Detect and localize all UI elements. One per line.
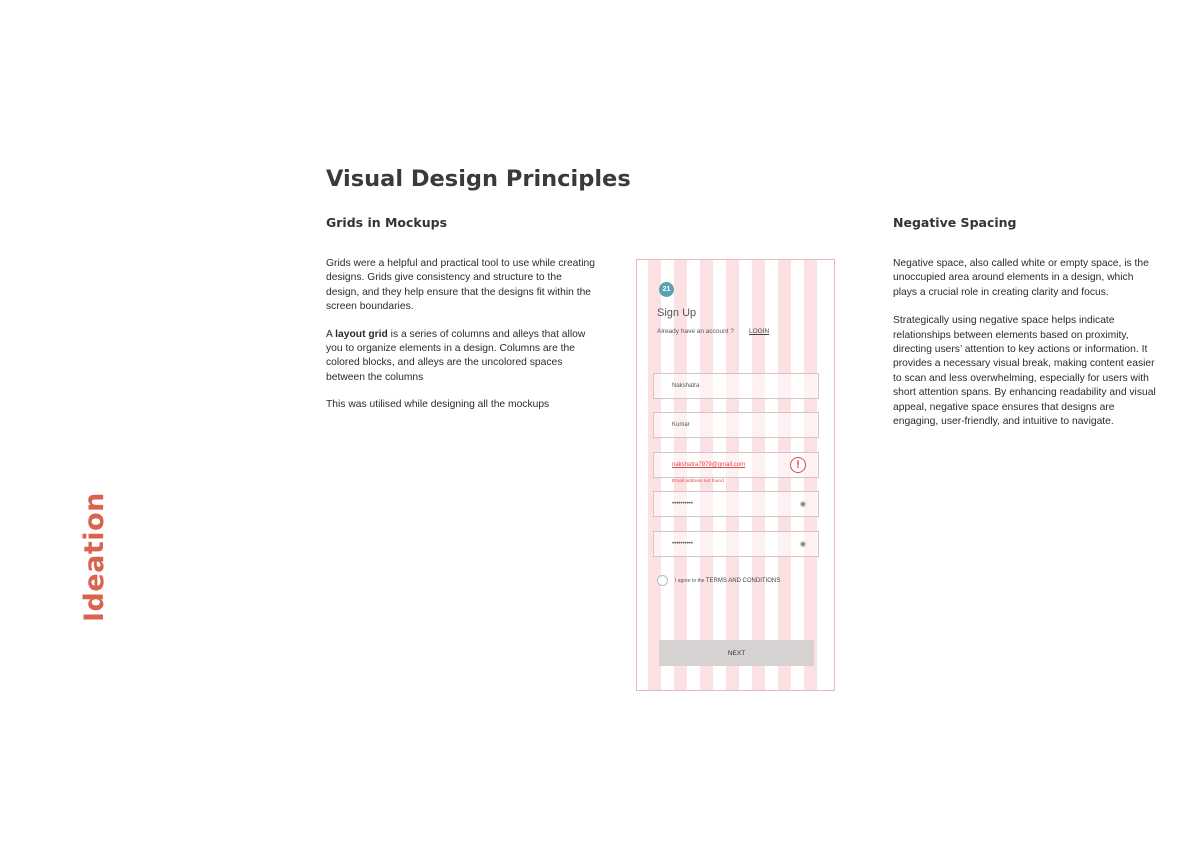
- confirm-password-field[interactable]: [653, 531, 819, 557]
- terms-label: [675, 578, 780, 584]
- page-title: Visual Design Principles: [326, 166, 631, 192]
- email-error-message: Email address not found: [672, 479, 724, 484]
- next-button[interactable]: NEXT: [659, 640, 814, 666]
- negative-spacing-description: [893, 257, 1158, 443]
- error-icon: !: [790, 457, 806, 473]
- terms-checkbox[interactable]: [657, 575, 668, 586]
- p2-suffix: is a series of columns and alleys that allow you to organize elements in a design. Columns are the colored blocks, and alleys are the uncolored spaces between the columns: [326, 328, 586, 383]
- password-value: ••••••••••: [672, 501, 694, 507]
- negative-spacing-heading: Negative Spacing: [893, 215, 1017, 230]
- grids-paragraph-3: This was utilised while designing all the mockups: [326, 399, 550, 411]
- grids-heading: Grids in Mockups: [326, 215, 448, 230]
- grids-description: [326, 257, 596, 426]
- mockup-content: [637, 260, 834, 690]
- p2-prefix: A: [326, 328, 336, 340]
- signup-mockup: [636, 259, 835, 691]
- signup-title: Sign Up: [657, 307, 697, 319]
- grids-paragraph-2: [326, 328, 596, 386]
- email-field[interactable]: [653, 452, 819, 478]
- last-name-value: Kumar: [672, 422, 690, 428]
- terms-link[interactable]: TERMS AND CONDITIONS: [705, 578, 781, 584]
- section-label-text: Ideation: [79, 492, 110, 622]
- eye-icon[interactable]: ◉: [799, 541, 806, 548]
- grids-paragraph-1: Grids were a helpful and practical tool to use while creating designs. Grids give consistency and structure to the design, and they help ensure that the designs fit within the screen boundaries.: [326, 258, 596, 313]
- section-label: [22, 492, 110, 622]
- eye-icon[interactable]: ◉: [799, 501, 806, 508]
- negative-paragraph-1: Negative space, also called white or empty space, is the unoccupied area around elements in a design, which plays a crucial role in creating clarity and focus.: [893, 258, 1149, 298]
- layout-grid-term: layout grid: [335, 328, 388, 340]
- app-logo-icon: 21: [659, 282, 674, 297]
- confirm-password-value: ••••••••••: [672, 541, 694, 547]
- first-name-value: Nakshatra: [672, 383, 700, 389]
- login-link[interactable]: LOGIN: [749, 328, 770, 335]
- terms-prefix: I agree to the: [675, 578, 705, 584]
- last-name-field[interactable]: [653, 412, 819, 438]
- account-prompt: Already have an account ?: [657, 328, 734, 335]
- email-value: nakshatra7979@gmail.com: [672, 462, 746, 468]
- negative-paragraph-2: Strategically using negative space helps indicate relationships between elements based on proximity, directing users’ attention to key actions or information. It provides a necessary visual break, making content easier to scan and less overwhelming, especially for users with short attention spans. By enhancing readability and visual appeal, negative space ensures that designs are engaging, user-friendly, and intuitive to navigate.: [893, 315, 1156, 428]
- password-field[interactable]: [653, 491, 819, 517]
- first-name-field[interactable]: [653, 373, 819, 399]
